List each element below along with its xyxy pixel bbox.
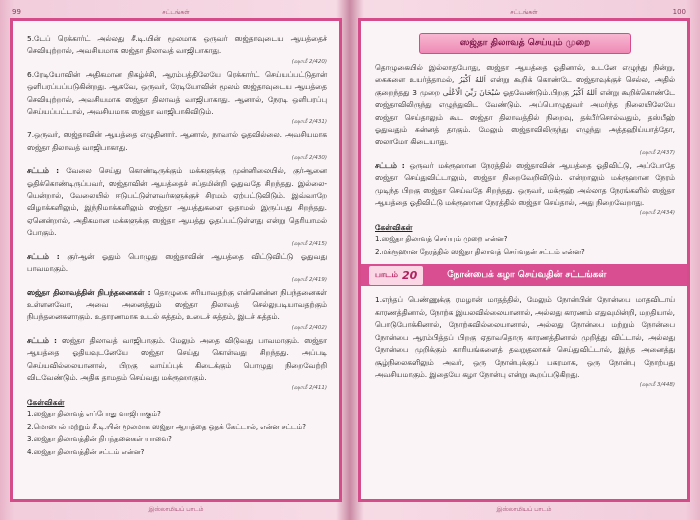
page-number: 99 [12, 8, 21, 16]
page-frame [358, 18, 690, 502]
question-item: 1.ஸஜ்தா திலாவத் செய்யும் முறை என்ன? [375, 235, 508, 244]
paragraph: 1.எந்தப் பெண்ணுக்கு ரமழான் மாதத்தில், மேலும் நோன்பின் நோன்பை மாதவிடாய் காரணத்தினால், நோற்க இயலவில்லையானால், அல்லது காரணம் எதுவுமின்றி, மறதியால், பொடுபோக்கினால், நோற்கவில்லையானால், அல்லது நோன்பை மற்றும் நோன்பை நோன்பை ஆரம்பித்தப் பிறகு ஏதாவதொரு காரணத்தினால் முறித்து விட்டால், அல்லது நோன்பை முறிக்கும் காரியங்களைத் தவறுதலாகச் செய்துவிட்டால், இந்த அனைத்து சூழ்நிலைகளிலும் அவர், ஒரு நோன்புக்குப் பகரமாக, ஒரு நோன்பு நோற்பது அவசியமாகும். இதையே கழா நோன்பு என்று கூறப்படுகிறது. [375, 295, 675, 379]
reference: (ஷாமீ 2/419) [291, 276, 327, 283]
paragraph: 6.ரேடியோவின் அதிகமான நிகழ்ச்சி, ஆரம்பத்திலேயே ரெக்கார்ட் செய்யப்பட்டுதான் ஒளிபரப்பப்படுகின்றது. ஆகவே, ஒருவர், ரேடியோவின் மூலம் ஸஜ்தாவுடைய ஆயத்தை செவியுற்றால், அவசியமாக ஸஜ்தா திலாவத் வாஜிபாகாது. ஆனால், நேரடி ஒளிபரப்பு செய்யப்பட்டால், அவசியமாக ஸஜ்தா வாஜிபாகிவிடும். [27, 69, 327, 117]
paragraph: ஸஜ்தா திலாவத்தின் நிபந்தனைகள் : தொழுகை சரியாவதற்கு என்னென்ன நிபந்தனைகள் உள்ளனவோ, அவை அனைத்தும் ஸஜ்தா திலாவத் செல்லுபடியாவதற்கும் நிபந்தனைகளாகும். உதாரணமாக உடல் சுத்தம், உடைச் சுத்தம், இடச் சுத்தம். [27, 287, 327, 322]
paragraph: தொழுகையில் இல்லாதபோது, ஸஜ்தா ஆயத்தை ஓதினால், உடனே எழுந்து நின்று, கைகளை உயர்த்தாமல், اَللهُ اَكْبَرُ என்று கூறிக் கொண்டே ஸஜ்தாவுக்குச் செல்ல, அதில் குறைந்தது 3 முறை سُبْحَانَ رَبِّيَ الْاَعْلٰى ஓதவேண்டும்.பிறகு اَللهُ اَكْبَرُ என்று கூறிக்கொண்டே ஸஜ்தாவிலிருந்து எழுந்துவிட வேண்டும். அப்பொழுதுவர் அமர்ந்த நிலையிலேயே ஸஜ்தா செய்தாலும் கூட ஸஜ்தா திலாவத்தில் நிறைவு, தக்பீர்சொல்வதும், தஸ்பீஹ் ஓதுவதும் சுன்னத் தாகும். மேலும் ஸஜ்தாவிலிருந்து எழுந்து அத்தஹிய்யாத்தோ, ஸலாமோ கிடையாது. [375, 63, 676, 147]
lesson-number: 20 [401, 268, 418, 282]
reference: (ஷாமீ 2/415) [291, 240, 327, 247]
arabic-text: اَللهُ اَكْبَرُ [458, 75, 486, 85]
rule-label: சட்டம் : [27, 335, 57, 345]
running-head: சட்டங்கள் [510, 9, 538, 16]
paragraph: சட்டம் : குர்ஆன் ஓதும் பொழுது ஸஜ்தாவின் ஆயத்தை விட்டுவிட்டு ஓதுவது பாவமாகும். [27, 251, 327, 274]
paragraph: சட்டம் : ஒருவர் மக்ரூஹான நேரத்தில் ஸஜ்தாவின் ஆயத்தை ஓதிவிட்டு, அப்போதே ஸஜ்தா செய்துவிட்டாலும், ஸஜ்தா நிறைவேறிவிடும். என்றாலும் மக்ரூஹான நேரம் முடிந்த பிறகு ஸஜ்தா செய்வதே சிறந்தது. ஒருவர், மக்ரூஹ் அல்லாத நேரங்களில் ஸஜ்தா ஆயத்தை ஓதிவிட்டு மக்ரூஹான நேரத்தில் ஸஜ்தா செய்தால், அது நிறைவேறாது. [375, 160, 675, 208]
reference: (ஷாமீ 2/430) [291, 155, 327, 162]
lesson-title: நோன்பைக் கழா செய்வதின் சட்டங்கள் [447, 269, 607, 280]
question-item: 2.மொபைல் மற்றும் சீ.டி.யின் மூலமாக ஸஜ்தா ஆயத்தை ஒதக் கேட்டால், என்ன சட்டம்? [27, 422, 306, 431]
question-item: 4.ஸஜ்தா திலாவத்தின் சட்டம் என்ன? [27, 447, 145, 456]
paragraph: சட்டம் : வேலை செய்து கொண்டிருக்கும் மக்களுக்கு முன்னிலையில், குர்ஆனை ஓதிக்கொண்டிருப்பவர், ஸஜ்தாவின் ஆயத்தைச் சப்தமின்றி ஓதுவதே சிறந்தது. இல்லை- யென்றால், வேலையில் ஈடுபட்டுள்ளவர்களுக்குச் சிரமம் ஏற்பட்டுவிடும். இவ்வாறே விழாக்களிலும், இந்நிமாக்களிலும் ஸஜ்தா ஆயத்துகளை ஓதாமல் இருப்பது சிறந்தது. ஏனென்றால், அதிகமான மக்களுக்கு ஸஜ்தா ஆயத்து ஓதப்பட்டுள்ளது என்று தெரியாமல் போகும். [27, 166, 327, 238]
reference: (ஷாமீ 3/448) [639, 382, 675, 389]
rule-label: ஸஜ்தா திலாவத்தின் நிபந்தனைகள் : [27, 287, 151, 297]
lesson-header [361, 264, 687, 286]
page-number: 100 [672, 8, 686, 16]
paragraph: 5.டேப் ரெக்கார்ட் அல்லது சீ.டி.யின் மூலமாக ஒருவர் ஸஜ்தாவுடைய ஆயத்தைச் செவியுற்றால், அவசியமாக ஸஜ்தா திலாவத் வாஜிபாகாது. [27, 34, 327, 56]
lesson-label: பாடம் [375, 270, 398, 280]
questions-heading: கேள்விகள் [27, 398, 65, 408]
rule-label: சட்டம் : [375, 160, 405, 170]
left-page [6, 6, 346, 514]
question-item: 2.மக்ரூஹான நேரத்தில் ஸஜ்தா திலாவத் செய்வதன் சட்டம் என்ன? [375, 247, 585, 256]
rule-label: சட்டம் : [27, 251, 60, 261]
rule-label: சட்டம் : [27, 166, 60, 176]
arabic-text: اَللهُ اَكْبَرُ [571, 87, 597, 97]
paragraph: 7.ஒருவர், ஸஜ்தாவின் ஆயத்தை எழுதினார். ஆனால், நாவால் ஓதவில்லை. அவசியமாக ஸஜ்தா திலாவத் வாஜிபாகாது. [27, 130, 327, 152]
reference: (ஷாமீ 2/434) [639, 210, 675, 217]
section-title: ஸஜ்தா திலாவத் செய்யும் முறை [419, 33, 631, 54]
paragraph: சட்டம் : ஸஜ்தா திலாவத் வாஜிபாகும். மேலும் அதை விடுவது பாவமாகும். ஸஜ்தா ஆயத்தை ஓதியவுடனேயே ஸஜ்தா செய்து கொள்வது சிறந்தது. அப்படி செய்யவில்லையானால், பிறகு வாய்ப்புக் கிடைக்கும் பொழுது நிறைவேற்றி விடவேண்டும். அதிக தாமதம் செய்வது மக்ரூஹாகும். [27, 335, 327, 382]
page-frame [10, 18, 342, 502]
page-footer: இஸ்லாமியப் பாடம் [148, 506, 204, 513]
reference: (ஷாமீ 2/437) [639, 149, 675, 156]
reference: (ஷாமீ 2/411) [291, 385, 327, 392]
reference: (ஷாமீ 2/420) [291, 58, 327, 65]
right-page [354, 6, 694, 514]
running-head: சட்டங்கள் [162, 9, 190, 16]
questions-heading: கேள்விகள் [375, 223, 413, 233]
question-item: 3.ஸஜ்தா திலாவத்தின் நிபந்தனைகள் யாவை? [27, 435, 172, 444]
question-item: 1.ஸஜ்தா திலாவத் எப்போது வாஜிபாகும்? [27, 410, 161, 419]
page-footer: இஸ்லாமியப் பாடம் [496, 506, 552, 513]
lesson-tag [369, 266, 423, 285]
reference: (ஷாமீ 2/402) [291, 324, 327, 331]
arabic-text: سُبْحَانَ رَبِّيَ الْاَعْلٰى [442, 87, 501, 97]
reference: (ஷாமீ 2/431) [291, 119, 327, 126]
